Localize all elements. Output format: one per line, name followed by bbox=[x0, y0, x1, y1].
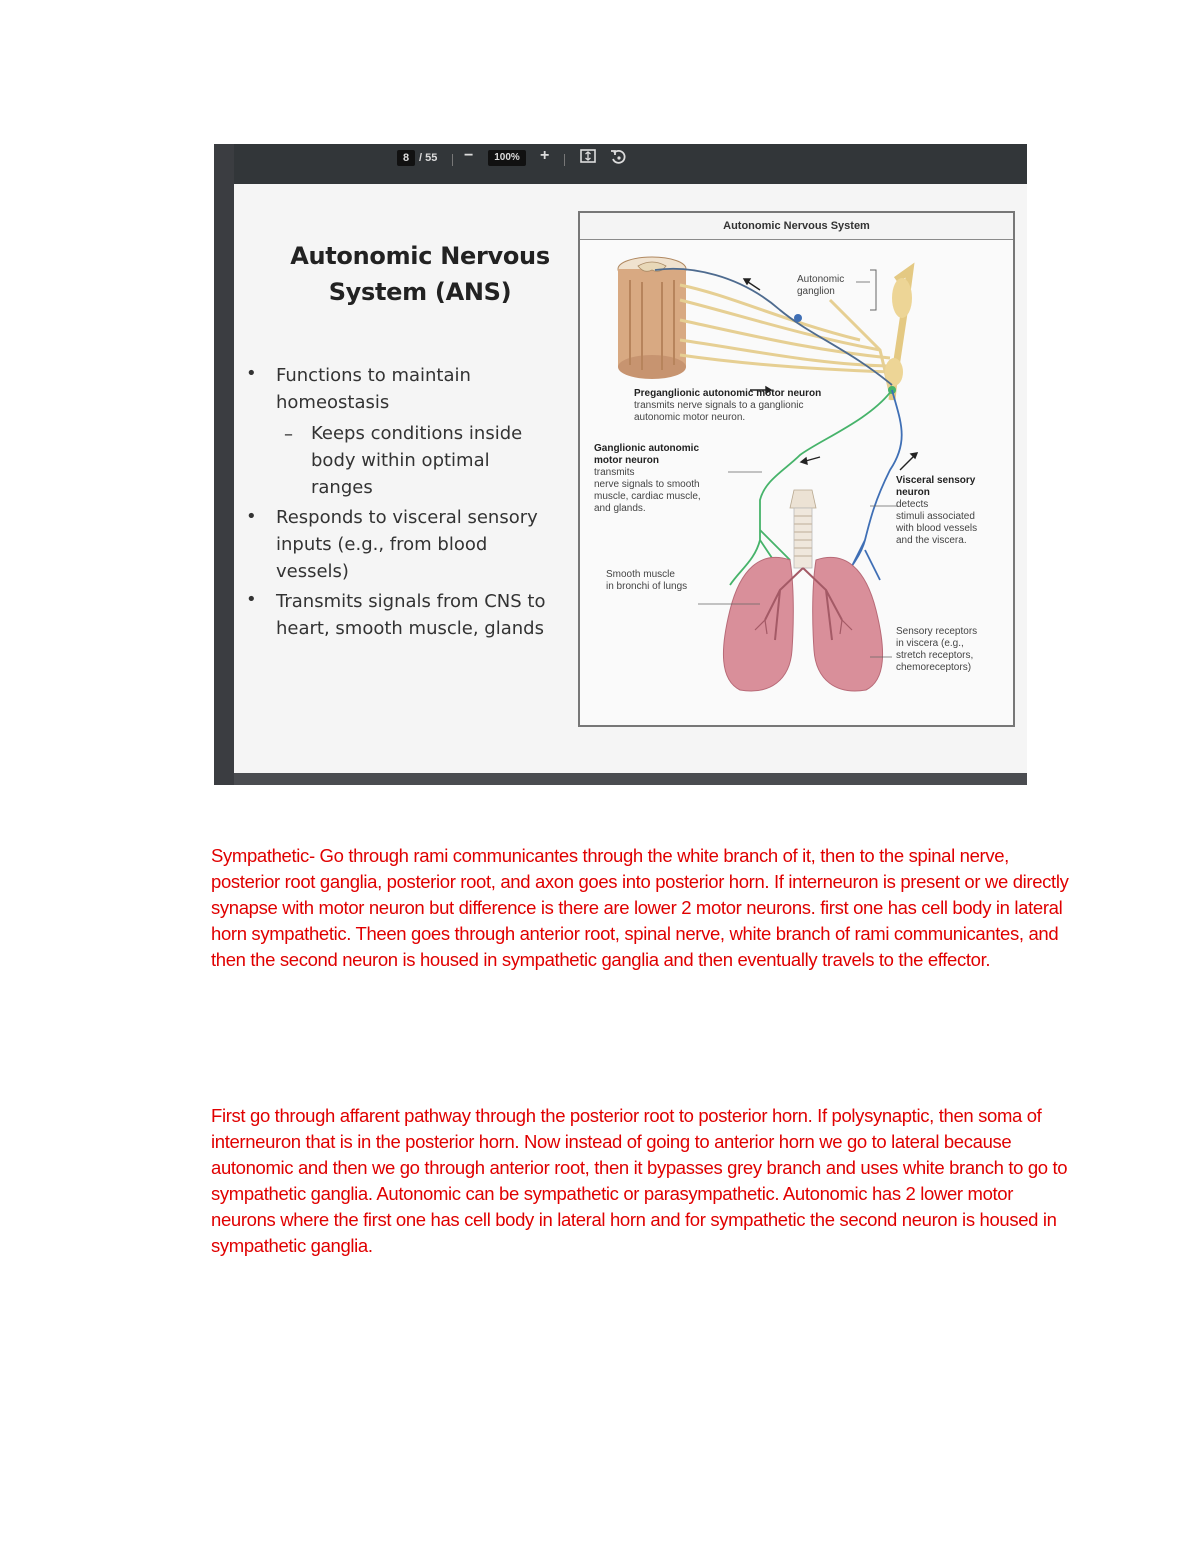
viewer-bottom-bar bbox=[234, 773, 1027, 785]
bullet-visceral-inputs: Responds to visceral sensory inputs (e.g., from blood vessels) bbox=[276, 507, 538, 582]
neuron-cell-body bbox=[794, 314, 802, 322]
lungs bbox=[723, 557, 882, 690]
label-autonomic-ganglion: Autonomic ganglion bbox=[797, 274, 845, 297]
page-total: / 55 bbox=[419, 152, 438, 164]
label-preganglionic-text: transmits nerve signals to a ganglionic autonomic motor neuron. bbox=[634, 400, 804, 423]
page-number-input[interactable]: 8 bbox=[397, 150, 415, 166]
label-smooth-muscle: Smooth muscle in bronchi of lungs bbox=[606, 569, 688, 592]
rotate-icon[interactable] bbox=[610, 149, 626, 165]
nerve-fibers bbox=[680, 285, 892, 400]
bullet-marker: • bbox=[246, 589, 257, 610]
label-visceral-title: Visceral sensory neuron bbox=[896, 475, 976, 498]
bullet-marker: • bbox=[246, 506, 257, 527]
label-visceral-text: detects stimuli associated with blood vessels and the viscera. bbox=[896, 499, 978, 546]
zoom-level-input[interactable]: 100% bbox=[488, 150, 526, 166]
label-sensory-receptors: Sensory receptors in viscera (e.g., stretch receptors, chemoreceptors) bbox=[896, 626, 978, 673]
autonomic-ganglion bbox=[870, 270, 912, 400]
toolbar-divider bbox=[564, 154, 565, 166]
figure-title: Autonomic Nervous System bbox=[580, 213, 1013, 240]
zoom-out-button[interactable]: − bbox=[464, 147, 474, 164]
sub-bullet-optimal-ranges: Keeps conditions inside body within optimal ranges bbox=[311, 423, 523, 498]
trachea bbox=[790, 490, 816, 568]
note-afferent-pathway: First go through affarent pathway through the posterior root to posterior horn. If polysynaptic, then soma of interneuron that is in the posterior horn. Now instead of going to anterior horn we go to lateral because autonomic and then we go through anterior root, then it bypasses grey branch and uses white branch to go to sympathetic ganglia. Autonomic can be sympathetic or parasympathetic. Autonomic has 2 lower motor neurons where the first one has cell body in lateral horn and for sympathetic the second neuron is housed in sympathetic ganglia. bbox=[211, 1105, 1068, 1256]
spinal-cord bbox=[618, 257, 686, 379]
pdf-toolbar bbox=[214, 144, 1027, 184]
label-ganglionic-text: transmits nerve signals to smooth muscle, cardiac muscle, and glands. bbox=[594, 467, 701, 514]
bullet-marker: • bbox=[246, 363, 257, 384]
toolbar-divider bbox=[452, 154, 453, 166]
note-sympathetic: Sympathetic- Go through rami communicantes through the white branch of it, then to the spinal nerve, posterior root ganglia, posterior root, and axon goes into posterior horn. If interneuron is present or we directly synapse with motor neuron but difference is there are lower 2 motor neurons. first one has cell body in lateral horn sympathetic. Theen goes through anterior root, spinal nerve, white branch of rami communicantes, and then the second neuron is housed in sympathetic ganglia and then eventually travels to the effector. bbox=[211, 845, 1069, 970]
bullet-homeostasis: Functions to maintain homeostasis bbox=[276, 365, 471, 413]
fit-page-icon[interactable] bbox=[580, 149, 596, 163]
zoom-in-button[interactable]: + bbox=[540, 147, 550, 164]
slide bbox=[234, 184, 1027, 785]
pdf-viewer-screenshot bbox=[214, 144, 1027, 785]
slide-title: Autonomic Nervous System (ANS) bbox=[290, 242, 550, 306]
bullet-transmits-signals: Transmits signals from CNS to heart, smooth muscle, glands bbox=[276, 591, 546, 639]
label-preganglionic-title: Preganglionic autonomic motor neuron bbox=[634, 388, 822, 399]
ans-figure bbox=[578, 211, 1015, 727]
sub-bullet-marker: – bbox=[284, 424, 293, 445]
label-ganglionic-title: Ganglionic autonomic motor neuron bbox=[594, 443, 700, 466]
